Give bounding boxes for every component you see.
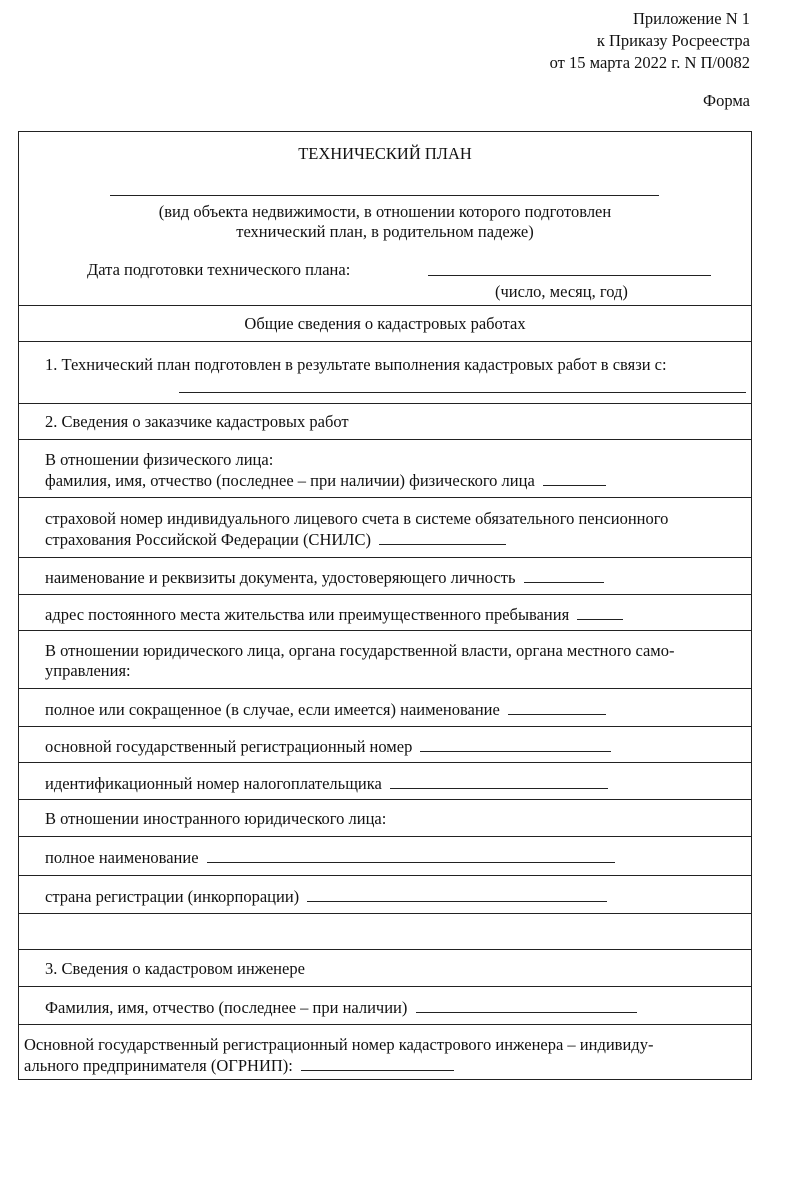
inn-label: идентификационный номер налогоплательщика bbox=[45, 774, 382, 793]
country-label: страна регистрации (инкорпорации) bbox=[45, 887, 300, 906]
address-field[interactable] bbox=[577, 604, 623, 620]
full-name-label: полное или сокращенное (в случае, если имеется) наименование bbox=[45, 700, 500, 719]
item3-heading: 3. Сведения о кадастровом инженере bbox=[45, 959, 305, 978]
individual-row bbox=[19, 439, 751, 497]
appendix-number: Приложение N 1 bbox=[633, 9, 750, 28]
ogrnip-row bbox=[19, 1024, 751, 1079]
title-block bbox=[19, 132, 751, 305]
foreign-full-name-row bbox=[19, 836, 751, 875]
country-field[interactable] bbox=[307, 886, 607, 902]
legal-entity-heading-line2: управления: bbox=[45, 661, 131, 680]
engineer-name-field[interactable] bbox=[416, 997, 637, 1013]
full-name-row bbox=[19, 688, 751, 726]
object-type-line[interactable] bbox=[110, 195, 659, 196]
individual-heading: В отношении физического лица: bbox=[45, 450, 274, 469]
object-hint-line1: (вид объекта недвижимости, в отношении которого подготовлен bbox=[158, 202, 612, 221]
appendix-order: к Приказу Росреестра bbox=[596, 31, 750, 50]
snils-label-line1: страховой номер индивидуального лицевого счета в системе обязательного пенсионного bbox=[45, 509, 669, 528]
address-label: адрес постоянного места жительства или преимущественного пребывания bbox=[45, 605, 570, 624]
empty-row bbox=[19, 913, 751, 949]
individual-name-label: фамилия, имя, отчество (последнее – при наличии) физического лица bbox=[45, 471, 535, 490]
inn-row bbox=[19, 762, 751, 799]
individual-name-field[interactable] bbox=[543, 470, 606, 486]
ogrnip-label-line1: Основной государственный регистрационный номер кадастрового инженера – индивиду- bbox=[24, 1035, 654, 1054]
general-info-heading: Общие сведения о кадастровых работах bbox=[244, 314, 526, 333]
form-label: Форма bbox=[703, 91, 750, 110]
id-document-field[interactable] bbox=[524, 567, 604, 583]
ogrnip-field[interactable] bbox=[301, 1055, 454, 1071]
legal-entity-heading-line1: В отношении юридического лица, органа государственной власти, органа местного само- bbox=[45, 641, 675, 660]
ogrn-field[interactable] bbox=[420, 736, 611, 752]
id-document-row bbox=[19, 557, 751, 594]
object-hint-line2: технический план, в родительном падеже) bbox=[236, 222, 534, 241]
item1-row bbox=[19, 341, 751, 403]
general-info-row bbox=[19, 305, 751, 341]
engineer-name-label: Фамилия, имя, отчество (последнее – при наличии) bbox=[45, 998, 408, 1017]
item2-row bbox=[19, 403, 751, 439]
snils-row bbox=[19, 497, 751, 557]
page-title: ТЕХНИЧЕСКИЙ ПЛАН bbox=[298, 144, 472, 163]
appendix-date: от 15 марта 2022 г. N П/0082 bbox=[549, 53, 750, 72]
snils-field[interactable] bbox=[379, 529, 506, 545]
ogrnip-label-line2: ального предпринимателя (ОГРНИП): bbox=[24, 1056, 293, 1075]
full-name-field[interactable] bbox=[508, 699, 606, 715]
item2-heading: 2. Сведения о заказчике кадастровых работ bbox=[45, 412, 349, 431]
date-field-line[interactable] bbox=[428, 275, 711, 276]
date-hint: (число, месяц, год) bbox=[495, 282, 628, 301]
inn-field[interactable] bbox=[390, 773, 608, 789]
address-row bbox=[19, 594, 751, 630]
foreign-full-name-label: полное наименование bbox=[45, 848, 199, 867]
document-header bbox=[550, 8, 750, 74]
ogrn-label: основной государственный регистрационный номер bbox=[45, 737, 413, 756]
technical-plan-form bbox=[18, 131, 752, 1080]
item1-text: 1. Технический план подготовлен в результате выполнения кадастровых работ в связи с: bbox=[45, 355, 667, 374]
date-label: Дата подготовки технического плана: bbox=[87, 260, 351, 279]
ogrn-row bbox=[19, 726, 751, 762]
item3-row bbox=[19, 949, 751, 986]
legal-entity-row bbox=[19, 630, 751, 688]
foreign-legal-heading: В отношении иностранного юридического лица: bbox=[45, 809, 387, 828]
snils-label-line2: страхования Российской Федерации (СНИЛС) bbox=[45, 530, 371, 549]
foreign-legal-row bbox=[19, 799, 751, 836]
country-row bbox=[19, 875, 751, 913]
item1-reason-line[interactable] bbox=[179, 392, 746, 393]
id-document-label: наименование и реквизиты документа, удостоверяющего личность bbox=[45, 568, 516, 587]
foreign-full-name-field[interactable] bbox=[207, 847, 615, 863]
engineer-name-row bbox=[19, 986, 751, 1024]
